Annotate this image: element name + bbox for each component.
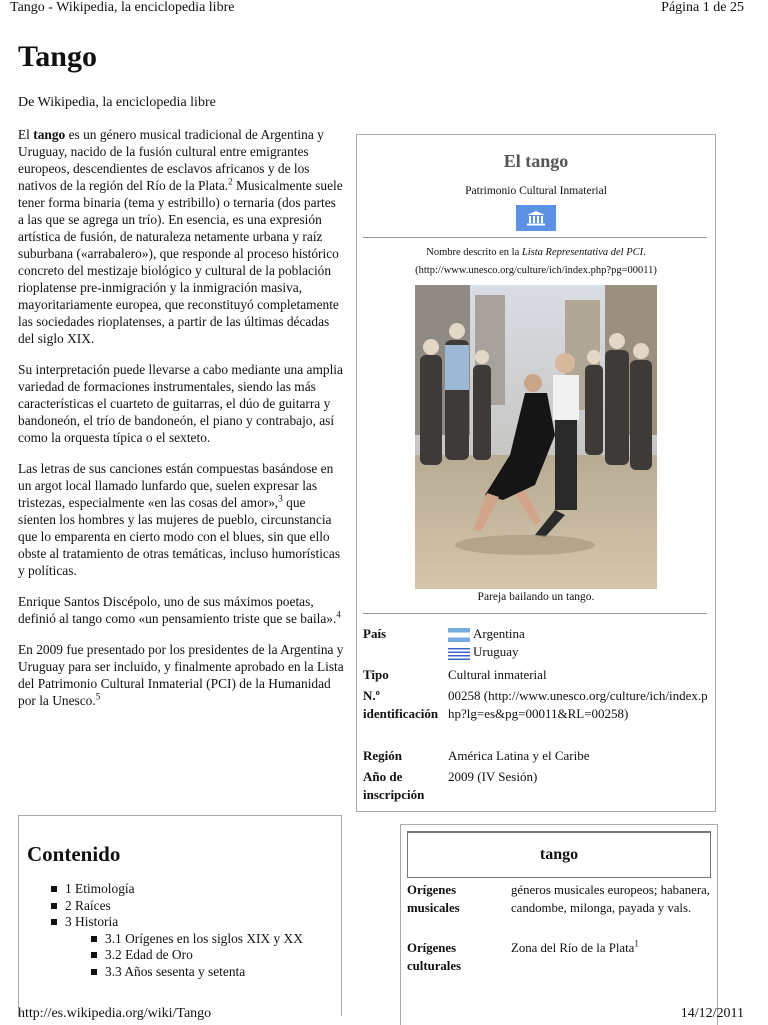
row-label: Tipo (363, 667, 389, 682)
row-label: País (363, 626, 387, 641)
footnote-ref[interactable]: 2 (228, 176, 233, 187)
paragraph-1 (18, 126, 344, 347)
paragraph-5 (18, 641, 344, 709)
toc-item[interactable] (19, 914, 341, 931)
infobox-row-region (363, 747, 707, 767)
infobox-row-pais (363, 625, 707, 663)
page-subtitle: De Wikipedia, la enciclopedia libre (18, 95, 216, 110)
text: En 2009 fue presentado por los presidentes de la Argentina y Uruguay para ser incluido, y finalmente aprobado en la Lista del Patrimonio Cultural Inmaterial (PCI) de la Humanidad por la Unesco. (18, 642, 344, 708)
row-label: Año de inscripción (363, 769, 425, 802)
article-body (18, 126, 344, 723)
bullet-icon (91, 969, 97, 975)
row-value: América Latina y el Caribe (448, 748, 590, 763)
infobox-row-tipo (363, 666, 707, 686)
bold-term: tango (33, 127, 66, 142)
table-of-contents (18, 815, 342, 1016)
toc-item-label[interactable]: 2 Raíces (65, 897, 111, 913)
country-link[interactable]: Uruguay (473, 644, 519, 659)
text: que sienten los hombres y las mujeres de pueblo, circunstancia que lo emparenta en cierto modo con el blues, sin que ello obste al tratamiento de otras temáticas, incluso humorísticas y políticas. (18, 495, 341, 578)
infobox-note-url[interactable]: (http://www.unesco.org/culture/ich/index.php?pg=00011) (415, 265, 657, 276)
temple-icon (526, 210, 546, 226)
bullet-icon (91, 952, 97, 958)
text: es un género musical tradicional de Argentina y Uruguay, nacido de la fusión cultural entre emigrantes europeos, descendientes de esclavos africanos y de los nativos de la región del Río de la Plata. (18, 127, 324, 193)
footnote-ref[interactable]: 4 (336, 609, 341, 620)
bullet-icon (91, 936, 97, 942)
row-label: N.º identificación (363, 688, 439, 721)
tango-dancers-photo[interactable] (415, 285, 657, 589)
toc-item[interactable] (19, 964, 341, 981)
toc-item-label[interactable]: 3.2 Edad de Oro (105, 947, 193, 963)
paragraph-2: Su interpretación puede llevarse a cabo mediante una amplia variedad de formaciones instrumentales, siendo las más características el cuarteto de guitarras, el dúo de guitarra y bandoneón, el trío de bandoneón, el piano y contrabajo, así como la orquesta típica o el sexteto. (18, 362, 343, 445)
toc-item-label[interactable]: 3.3 Años sesenta y setenta (105, 963, 246, 979)
footnote-ref[interactable]: 5 (95, 691, 101, 702)
divider (363, 237, 707, 238)
bullet-icon (51, 886, 57, 892)
print-header-page: Página 1 de 25 (661, 0, 744, 15)
text: . (643, 247, 646, 258)
toc-item[interactable] (19, 881, 341, 898)
print-header-title: Tango - Wikipedia, la enciclopedia libre (10, 0, 235, 15)
print-header (0, 0, 768, 20)
text: El (18, 127, 34, 142)
row-label: Región (363, 748, 402, 763)
paragraph-4 (18, 593, 344, 627)
uruguay-flag-icon (448, 646, 470, 660)
row-label: Orígenes culturales (407, 941, 462, 973)
row-value: 2009 (IV Sesión) (448, 769, 538, 784)
toc-item-label[interactable]: 3.1 Orígenes en los siglos XIX y XX (105, 930, 303, 946)
text: Musicalmente suele tener forma binaria (tema y estribillo) o ternaria (dos partes a las que se agrega un trío). En esencia, es una expresión artística de fusión, de naturaleza netamente urbana y raíz suburbana («arrabalero»), que responde al proceso histórico concreto del mestizaje biológico y cultural de la población rioplatense pre-inmigración y la inmigración masiva, mayoritariamente europea, que reconstituyó completamente las sociedades rioplatenses, a partir de las últimas décadas del siglo XIX. (18, 178, 343, 346)
toc-item[interactable] (19, 898, 341, 915)
paragraph-3 (18, 460, 344, 579)
photo-caption: Pareja bailando un tango. (477, 591, 595, 603)
text[interactable]: Zona del Río de la Plata (511, 941, 635, 955)
row-value: géneros musicales europeos; habanera, candombe, milonga, payada y vals. (511, 883, 710, 915)
country-link[interactable]: Argentina (473, 626, 525, 641)
toc-item[interactable] (19, 947, 341, 964)
infobox-subtitle: Patrimonio Cultural Inmaterial (465, 185, 607, 197)
page-title: Tango (18, 40, 97, 73)
infobox-note (357, 247, 715, 258)
print-footer-date: 14/12/2011 (680, 1006, 744, 1021)
text: Las letras de sus canciones están compuestas basándose en un argot local llamado lunfardo que, suelen expresar las tristezas, especialmente «en las cosas del amor», (18, 461, 334, 510)
text: Enrique Santos Discépolo, uno de sus máximos poetas, definió al tango como «un pensamiento triste que se baila». (18, 594, 337, 626)
print-footer-url: http://es.wikipedia.org/wiki/Tango (18, 1006, 212, 1021)
list-link[interactable]: Lista Representativa del PCI (521, 247, 644, 258)
divider (363, 613, 707, 614)
row-label: Orígenes musicales (407, 883, 460, 915)
toc-list (19, 881, 341, 981)
infobox2-row-origenes-culturales (407, 939, 713, 977)
genre-infobox-title: tango (407, 831, 711, 878)
text: Nombre descrito en la (426, 247, 522, 258)
toc-item[interactable] (19, 931, 341, 948)
bullet-icon (51, 903, 57, 909)
genre-infobox (400, 824, 718, 1025)
infobox2-row-origenes-musicales (407, 881, 713, 935)
toc-item-label[interactable]: 3 Historia (65, 914, 119, 930)
row-value: Cultural inmaterial (448, 667, 547, 682)
infobox-title: El tango (503, 151, 569, 171)
toc-item-label[interactable]: 1 Etimología (65, 881, 135, 896)
footnote-ref[interactable]: 1 (634, 938, 639, 949)
row-value (448, 625, 710, 661)
unesco-emblem-icon[interactable] (516, 205, 556, 231)
photo-illustration (415, 285, 657, 589)
infobox-row-id (363, 687, 707, 743)
bullet-icon (51, 919, 57, 925)
toc-title: Contenido (27, 842, 121, 866)
infobox-row-anio (363, 768, 707, 806)
row-value[interactable]: 00258 (http://www.unesco.org/culture/ich/index.php?lg=es&pg=00011&RL=00258) (448, 688, 708, 721)
print-footer (0, 1006, 768, 1024)
heritage-infobox (356, 134, 716, 812)
footnote-ref[interactable]: 3 (278, 493, 283, 504)
row-value (511, 939, 711, 957)
argentina-flag-icon (448, 628, 470, 642)
